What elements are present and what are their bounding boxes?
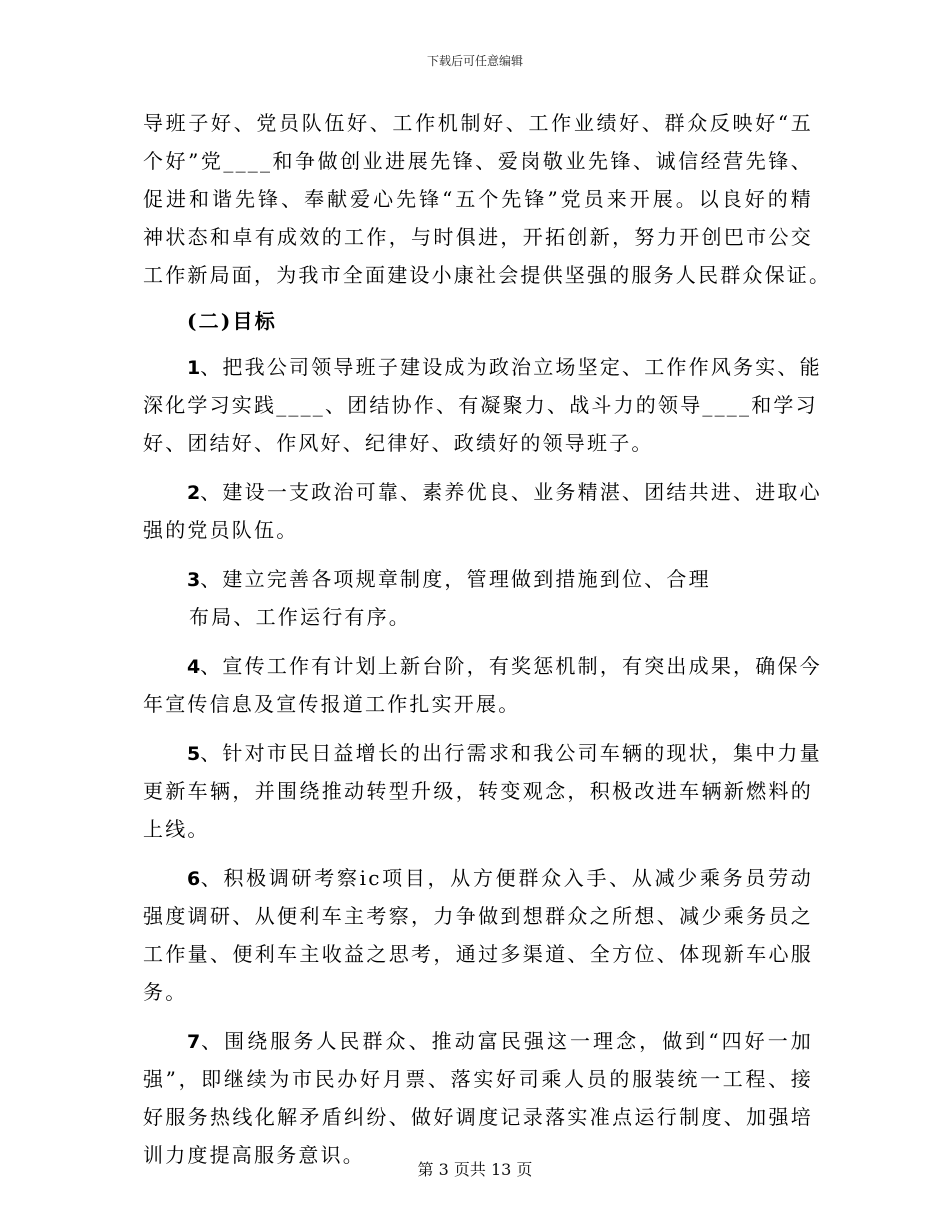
item-text: 、建立完善各项规章制度，管理做到措施到位、合理 xyxy=(200,567,711,591)
item-text: 、针对市民日益增长的出行需求和我公司车辆的现状，集中力量 xyxy=(200,741,822,765)
text-line: 强度调研、从便利车主考察，力争做到想群众之所想、减少乘务员之 xyxy=(143,904,813,928)
item-number: 2 xyxy=(187,482,201,504)
text-line: 工作量、便利车主收益之思考，通过多渠道、全方位、体现新车心服 xyxy=(143,942,813,966)
item-text: 、把我公司领导班子建设成为政治立场坚定、工作作风务实、能 xyxy=(200,355,822,379)
page-header: 下载后可任意编辑 xyxy=(426,54,523,68)
text-line: 上线。 xyxy=(143,817,210,841)
text-line: 好服务热线化解矛盾纠纷、做好调度记录落实准点运行制度、加强培 xyxy=(143,1105,813,1129)
item-text: 、宣传工作有计划上新台阶，有奖惩机制，有突出成果，确保今 xyxy=(200,654,822,678)
text-line: 导班子好、党员队伍好、工作机制好、工作业绩好、群众反映好“五 xyxy=(143,111,813,135)
item-number: 7 xyxy=(187,1031,201,1053)
text-line xyxy=(143,348,822,386)
intro-paragraph xyxy=(143,104,832,294)
page-number: 第 3 页共 13 页 xyxy=(417,1160,533,1179)
document-body xyxy=(143,104,832,1174)
text-line xyxy=(143,1022,813,1060)
text-line: 个好”党____和争做创业进展先锋、爱岗敬业先锋、诚信经营先锋、 xyxy=(143,149,813,173)
text-line: 深化学习实践____、团结协作、有凝聚力、战斗力的领导____和学习 xyxy=(143,393,818,417)
text-line: 训力度提高服务意识。 xyxy=(143,1143,365,1167)
item-number: 3 xyxy=(187,569,201,591)
item-number: 4 xyxy=(187,656,201,678)
item-text: 、积极调研考察ic项目，从方便群众入手、从减少乘务员劳动 xyxy=(200,866,813,890)
item-number: 5 xyxy=(187,743,201,765)
goal-item-4 xyxy=(143,647,822,723)
goal-item-6 xyxy=(143,859,813,1011)
text-line: 工作新局面，为我市全面建设小康社会提供坚强的服务人民群众保证。 xyxy=(143,263,832,287)
text-line xyxy=(143,734,822,772)
item-text: 、建设一支政治可靠、素养优良、业务精湛、团结共进、进取心 xyxy=(200,480,822,504)
item-number: 1 xyxy=(187,357,201,379)
text-line: 更新车辆，并围绕推动转型升级，转变观念，积极改进车辆新燃料的 xyxy=(143,779,813,803)
text-line xyxy=(143,560,813,598)
text-line xyxy=(143,473,822,511)
text-line: 促进和谐先锋、奉献爱心先锋“五个先锋”党员来开展。以良好的精 xyxy=(143,187,813,211)
text-line xyxy=(143,647,822,685)
text-line: 好、团结好、作风好、纪律好、政绩好的领导班子。 xyxy=(143,431,654,455)
text-line: 强”，即继续为市民办好月票、落实好司乘人员的服装统一工程、接 xyxy=(143,1067,813,1091)
goal-item-7 xyxy=(143,1022,813,1174)
item-text: 、围绕服务人民群众、推动富民强这一理念，做到“四好一加 xyxy=(200,1029,813,1053)
text-line: 务。 xyxy=(143,980,188,1004)
text-line: 神状态和卓有成效的工作，与时俱进，开拓创新，努力开创巴市公交 xyxy=(143,225,813,249)
goal-item-2 xyxy=(143,473,822,549)
text-line: 年宣传信息及宣传报道工作扎实开展。 xyxy=(143,692,521,716)
goal-item-1 xyxy=(143,348,822,462)
text-line xyxy=(143,859,813,897)
item-number: 6 xyxy=(187,868,201,890)
text-line: 布局、工作运行有序。 xyxy=(189,605,411,629)
section-heading: (二)目标 xyxy=(187,309,277,333)
goal-item-3 xyxy=(143,560,813,636)
goal-item-5 xyxy=(143,734,822,848)
text-line: 强的党员队伍。 xyxy=(143,518,299,542)
